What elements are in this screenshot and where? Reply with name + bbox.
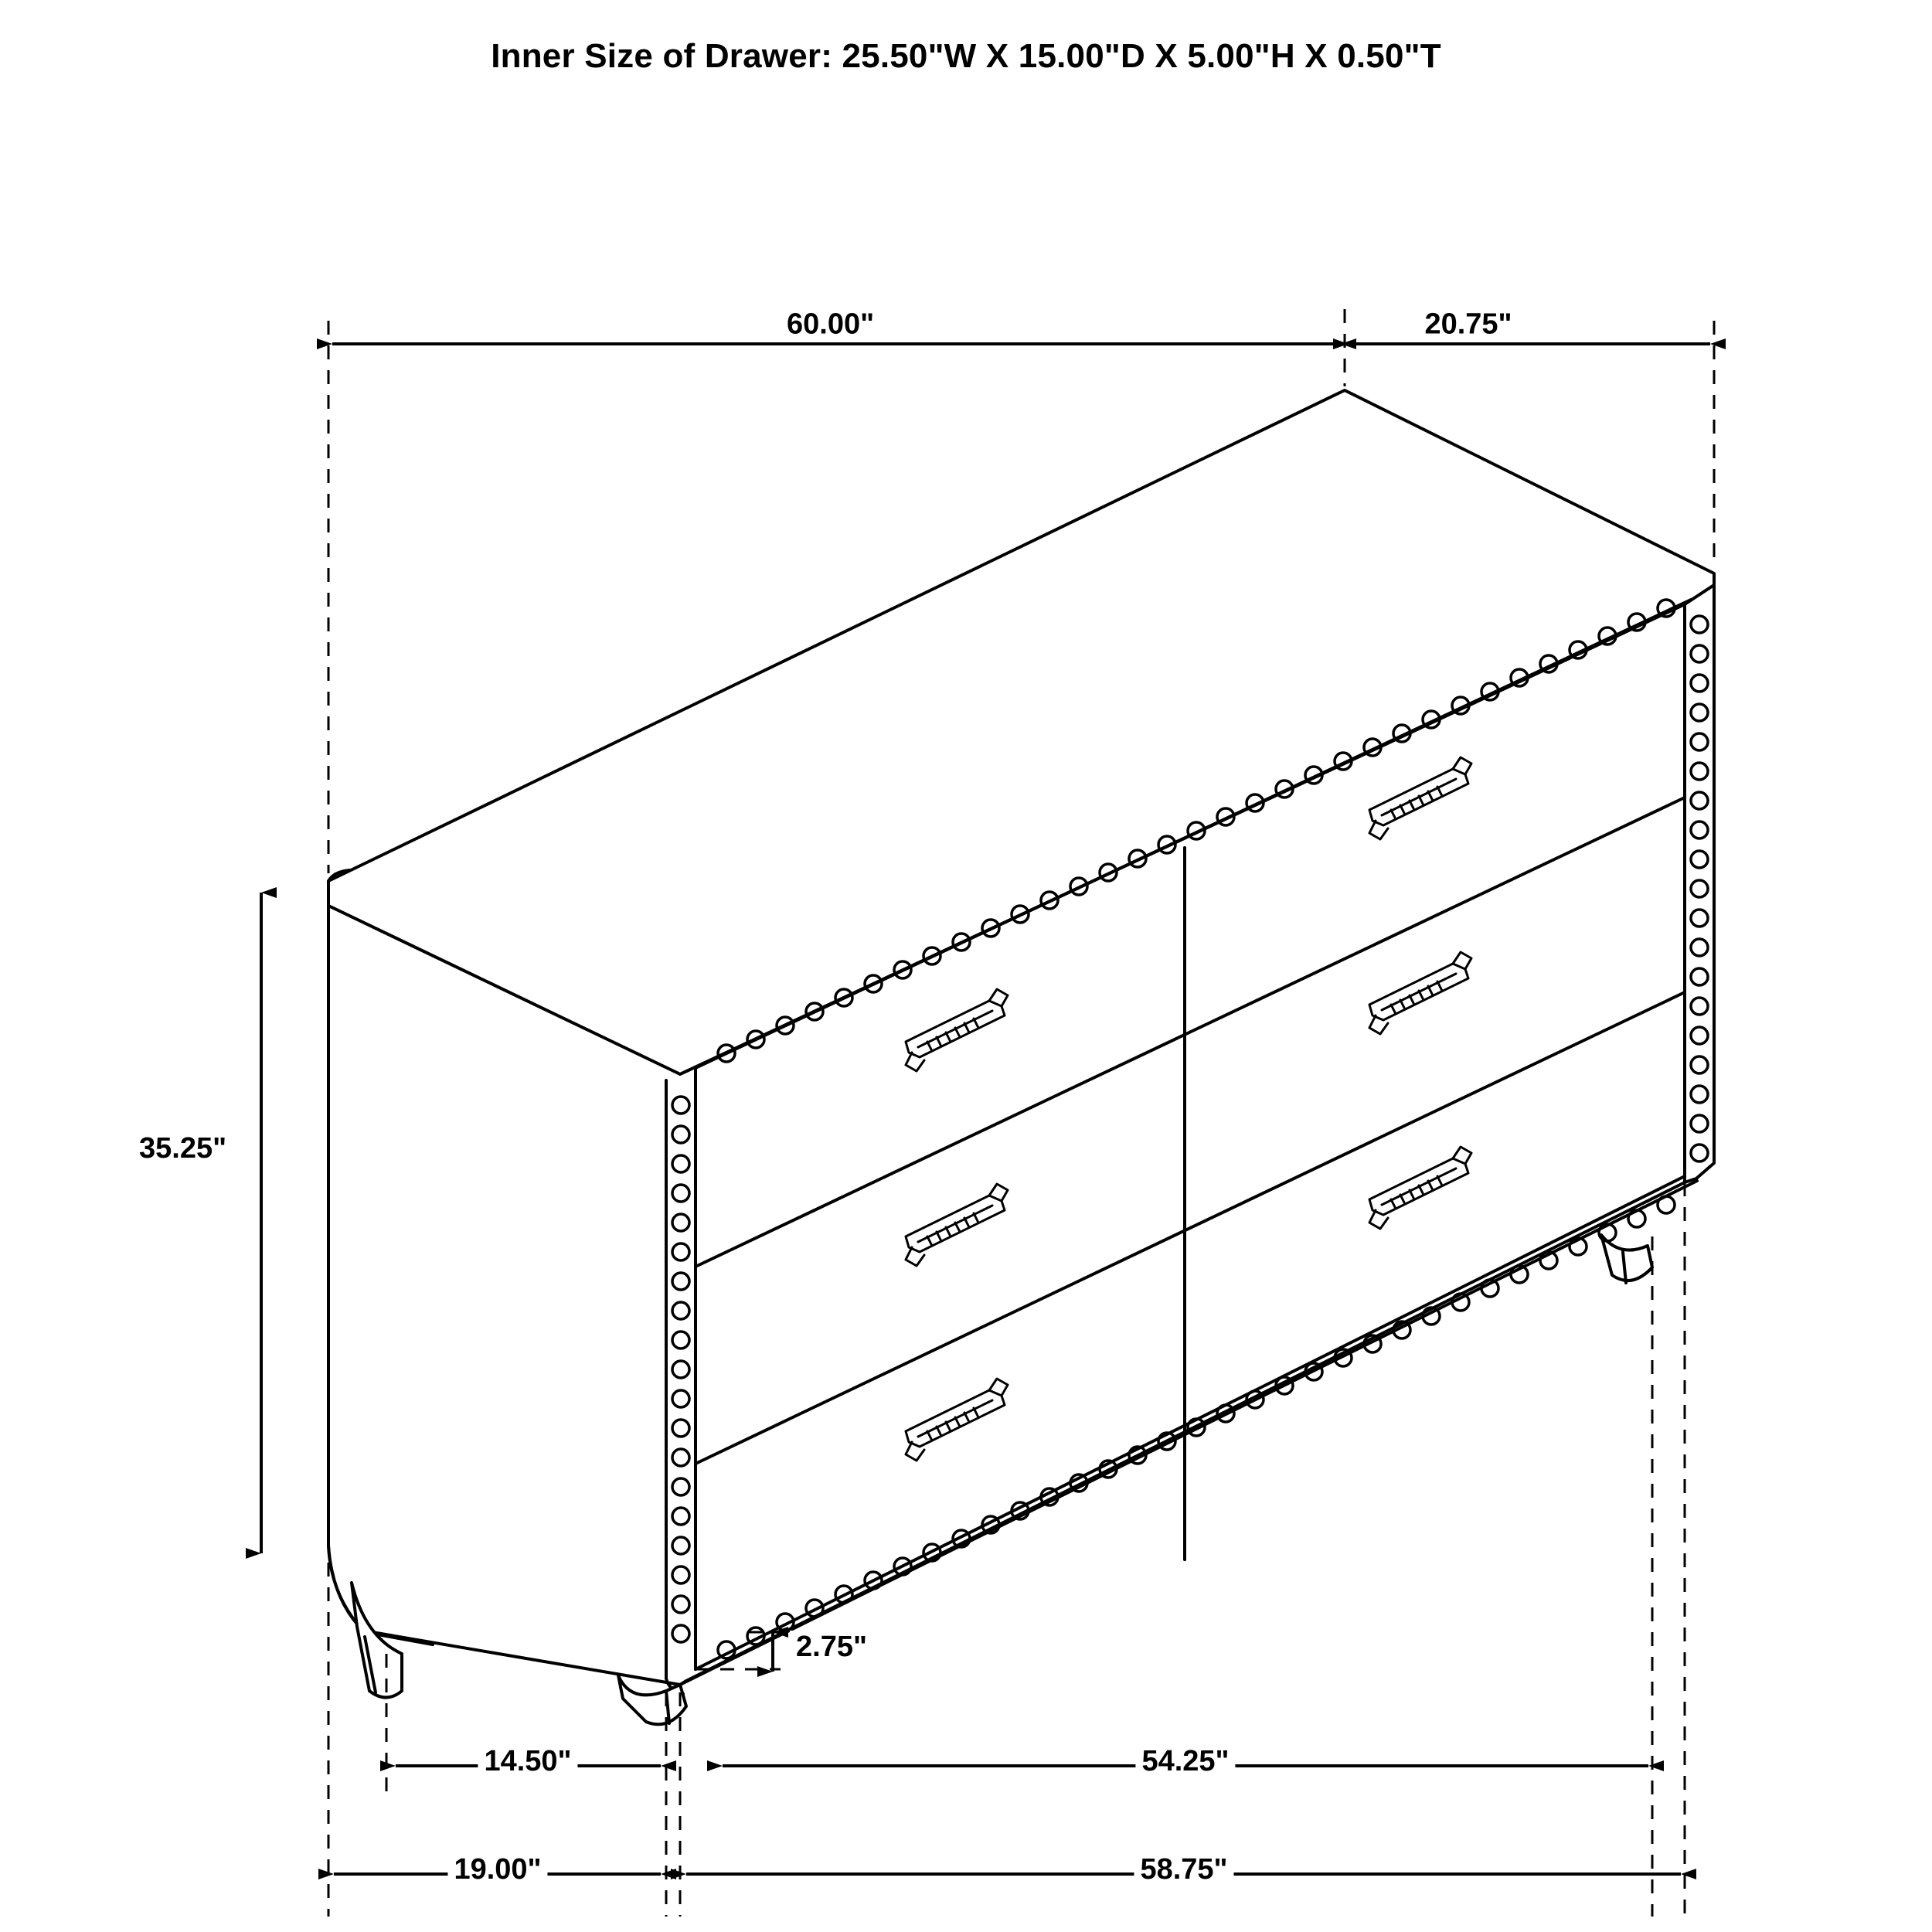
dimension-label-front-width: 54.25" (1135, 1745, 1235, 1778)
dimension-label-base-left-offset: 19.00" (447, 1853, 547, 1886)
dimension-label-left-foot-offset: 14.50" (478, 1745, 577, 1778)
dimension-label-foot-height: 2.75" (790, 1631, 873, 1664)
dimension-label-overall-height: 35.25" (133, 1132, 233, 1165)
page-title: Inner Size of Drawer: 25.50"W X 15.00"D X 5.00"H X 0.50"T (491, 37, 1441, 75)
dimension-label-top-depth: 20.75" (1418, 308, 1518, 342)
dimension-label-base-width: 58.75" (1134, 1853, 1233, 1886)
dimension-label-top-width: 60.00" (781, 308, 880, 342)
